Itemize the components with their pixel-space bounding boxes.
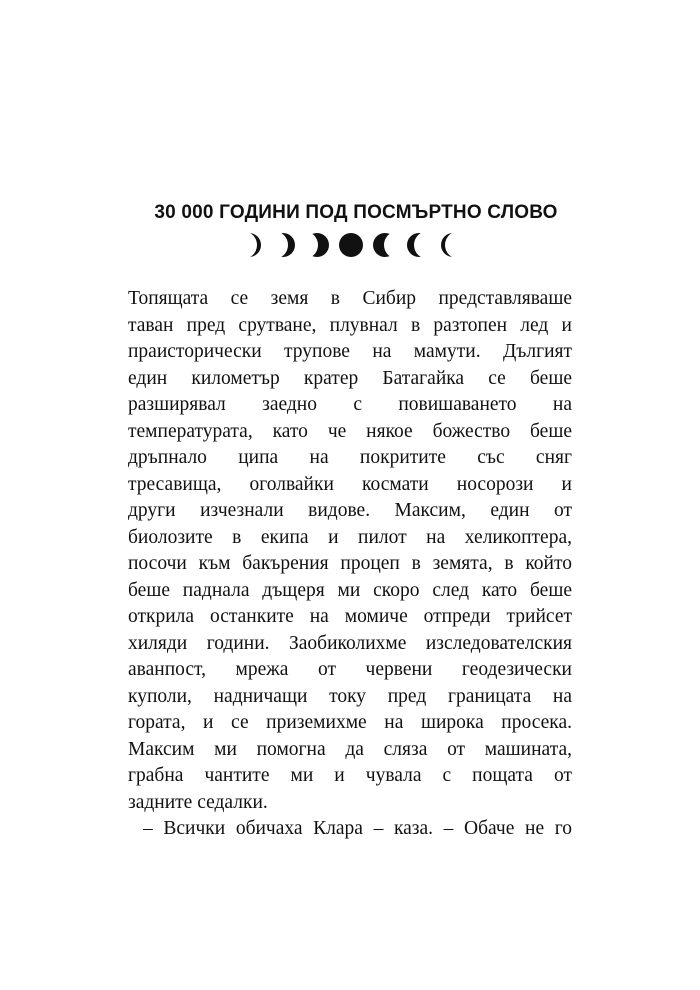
text-line: един километър кратер Батагайка се беше — [128, 367, 572, 389]
text-line: разширявал заедно с повишаването на — [128, 394, 572, 415]
moon-waxing-gibbous-icon — [373, 233, 397, 257]
moon-full-icon — [339, 233, 363, 257]
text-line: беше паднала дъщеря ми скоро след като беше — [128, 579, 572, 601]
text-line: Максим ми помогна да сляза от машината, — [128, 738, 572, 760]
text-line: дръпнало ципа на покритите със сняг — [128, 447, 572, 468]
text-line: Топящата се земя в Сибир представляваше — [128, 288, 572, 309]
text-line: тресавища, оголвайки космати носорози и — [128, 473, 572, 495]
text-line: температурата, като че някое божество беше — [128, 420, 572, 442]
moon-waxing-crescent-icon — [407, 233, 431, 257]
text-line: таван пред срутване, плувнал в разтопен лед и — [128, 314, 572, 336]
text-line: куполи, надничащи току пред границата на — [128, 685, 572, 707]
text-line: аванпост, мрежа от червени геодезически — [128, 659, 572, 680]
moon-waning-crescent-icon — [271, 233, 295, 257]
moon-phases-icon — [232, 228, 472, 262]
text-line: хиляди години. Заобиколихме изследователския — [128, 632, 572, 654]
text-line: биолозите в екипа и пилот на хеликоптера, — [128, 526, 572, 548]
text-line: праисторически трупове на мамути. Дългият — [128, 341, 572, 362]
text-line: посочи към бакърения процеп в земята, в който — [128, 553, 572, 574]
text-line: – Всички обичаха Клара – каза. – Обаче не го — [143, 818, 572, 839]
text-line: грабна чантите ми и чувала с пощата от — [128, 765, 572, 786]
body-text — [128, 286, 572, 843]
moon-waning-crescent-thin-icon — [237, 233, 261, 257]
text-line: гората, и се приземихме на широка просека. — [128, 712, 572, 733]
text-line: други изчезнали видове. Максим, един от — [128, 500, 572, 521]
moon-waxing-crescent-thin-icon — [441, 233, 465, 257]
text-line: открила останките на момиче отпреди трийсет — [128, 606, 572, 627]
moon-waning-gibbous-icon — [305, 233, 329, 257]
text-line: задните седалки. — [128, 791, 268, 813]
chapter-title: 30 000 ГОДИНИ ПОД ПОСМЪРТНО СЛОВО — [154, 202, 558, 223]
